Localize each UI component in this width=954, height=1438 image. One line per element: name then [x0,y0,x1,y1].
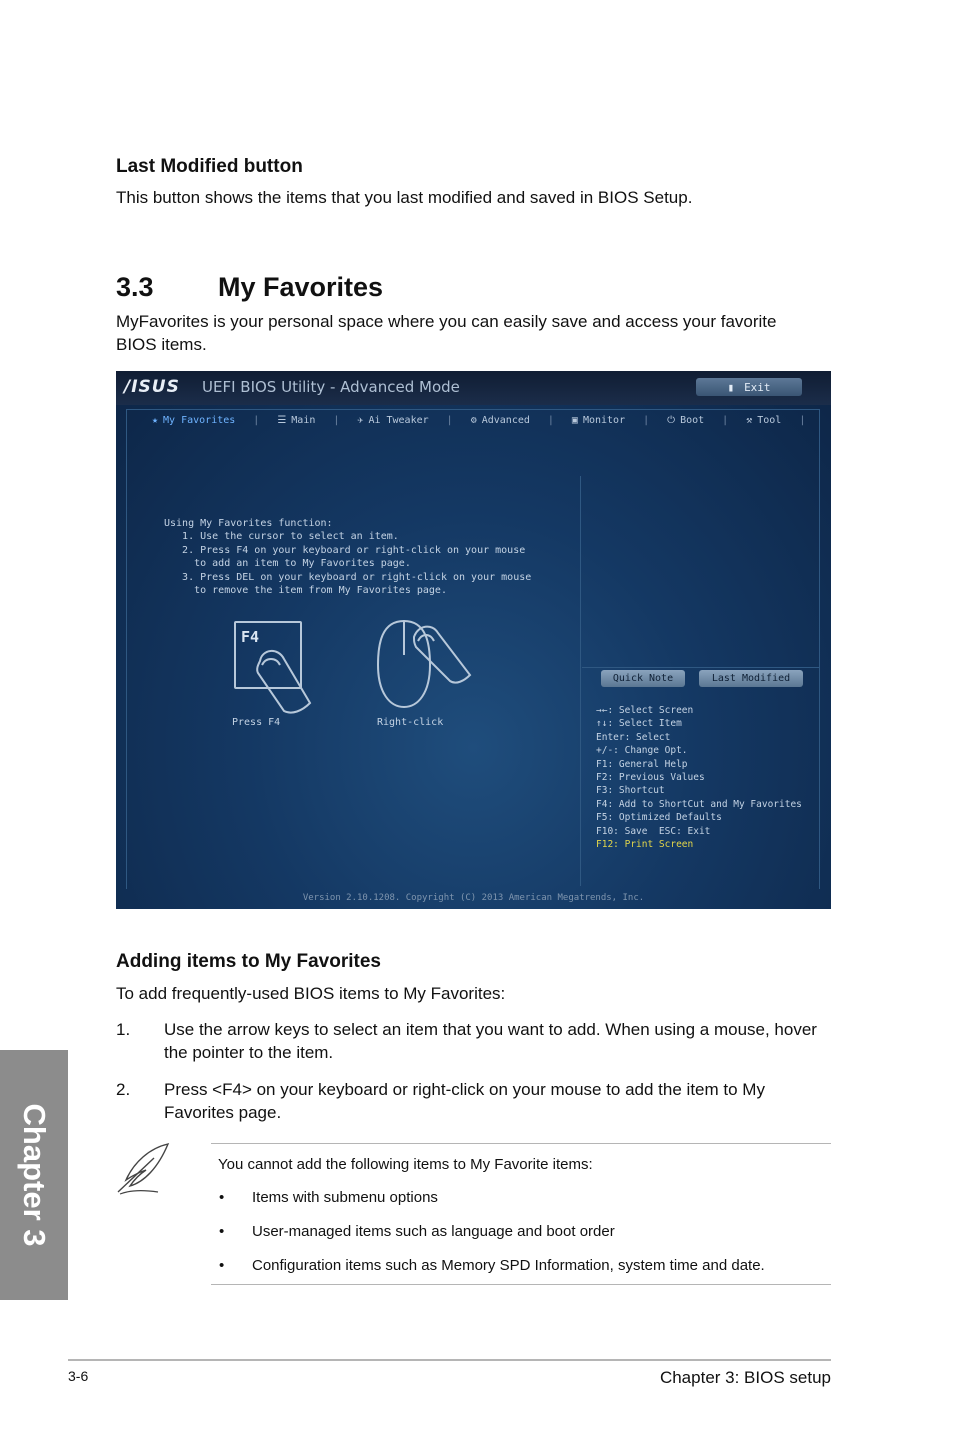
key-legend-item: F4: Add to ShortCut and My Favorites [596,798,802,810]
favorites-instructions: Using My Favorites function: 1. Use the cursor to select an item. 2. Press F4 on your keyboard or right-click on your mouse to add an item to My Favorites page. 3. Press DEL on your keyboard or right-click on your mouse to remove the item from My Favorites page. [164,518,532,597]
frame-right [819,409,820,889]
step-text: Favorites page. [164,1103,282,1122]
monitor-icon: ▣ [571,414,578,426]
note-item: User-managed items such as language and boot order [252,1223,615,1240]
section-title: My Favorites [218,272,384,302]
key-legend-item: ↑↓: Select Item [596,718,682,730]
step-text: the pointer to the item. [164,1043,334,1062]
tweaker-icon: ✈ [357,414,364,426]
adding-intro: To add frequently-used BIOS items to My Favorites: [116,984,506,1003]
step-text: Use the arrow keys to select an item that you want to add. When using a mouse, hover [164,1020,817,1039]
key-legend-item: +/-: Change Opt. [596,745,688,757]
last-modified-text: This button shows the items that you last modified and saved in BIOS Setup. [116,188,693,207]
list-icon: ☰ [277,414,287,426]
tab-ai-tweaker[interactable]: ✈ Ai Tweaker [357,414,429,426]
key-legend-item: F5: Optimized Defaults [596,812,722,824]
exit-button[interactable] [696,378,802,396]
finger-press-icon [250,641,320,721]
note-bullet: • [219,1257,225,1274]
step-number: 2. [116,1080,131,1099]
tab-main[interactable]: ☰ Main [277,414,316,426]
note-intro: You cannot add the following items to My Favorite items: [218,1156,593,1173]
page-number: 3-6 [68,1368,89,1384]
footer-rule [68,1359,831,1361]
note-bullet: • [219,1223,225,1240]
step-text: Press <F4> on your keyboard or right-click on your mouse to add the item to My [164,1080,765,1099]
bios-screenshot [116,371,831,909]
note-bullet: • [219,1189,225,1206]
note-bottom-rule [211,1284,831,1285]
tab-monitor[interactable]: ▣ Monitor [571,414,626,426]
footer-chapter-label: Chapter 3: BIOS setup [659,1368,831,1387]
key-legend-item: F10: Save ESC: Exit [596,825,711,837]
right-click-label: Right-click [377,717,444,728]
bios-title: UEFI BIOS Utility - Advanced Mode [202,378,460,396]
star-icon: ★ [152,414,159,426]
key-legend-item: F2: Previous Values [596,772,705,784]
chapter-tab-label: Chapter 3 [17,1103,52,1247]
quick-note-button[interactable]: Quick Note [601,670,685,687]
advanced-icon: ⚙ [470,414,477,426]
asus-logo: /ISUS [124,377,180,397]
key-legend-item: F3: Shortcut [596,785,665,797]
note-item: Items with submenu options [252,1189,438,1206]
key-legend-item: Enter: Select [596,731,671,743]
frame-left [126,409,127,889]
section-intro-line1: MyFavorites is your personal space where you can easily save and access your favorite [116,312,777,331]
tab-advanced[interactable]: ⚙ Advanced [470,414,530,426]
adding-heading: Adding items to My Favorites [116,951,381,972]
section-intro-line2: BIOS items. [116,335,207,354]
note-feather-icon [114,1140,172,1196]
note-top-rule [211,1143,831,1144]
frame-top [126,409,820,410]
key-legend [596,704,802,851]
section-number: 3.3 [116,272,154,302]
last-modified-button[interactable]: Last Modified [699,670,803,687]
tab-tool[interactable]: ⚒ Tool [746,414,782,426]
tab-my-favorites[interactable]: ★ My Favorites [152,414,236,426]
last-modified-heading: Last Modified button [116,156,303,177]
power-icon: ⏻ [667,414,676,426]
bios-tab-row: ★ My Favorites | ☰ Main | ✈ Ai Tweaker | ⚙ Advanced | ▣ Monitor | ⏻ Boot | ⚒ Tool | [152,414,806,426]
tab-boot[interactable]: ⏻ Boot [667,414,705,426]
press-f4-label: Press F4 [232,717,281,728]
note-item: Configuration items such as Memory SPD Information, system time and date. [252,1257,765,1274]
f4-key-label: F4 [241,628,260,646]
step-number: 1. [116,1020,131,1039]
panel-divider [580,476,581,886]
exit-icon: ▮ [727,380,735,394]
key-legend-item: F1: General Help [596,758,688,770]
keys-divider [582,667,820,668]
key-legend-highlight: F12: Print Screen [596,839,694,851]
key-legend-item: →←: Select Screen [596,705,694,716]
chapter-side-tab [0,1050,68,1300]
mouse-right-click-icon [374,615,484,715]
tool-icon: ⚒ [746,414,753,426]
exit-label: Exit [744,380,771,394]
bios-version: Version 2.10.1208. Copyright (C) 2013 American Megatrends, Inc. [302,893,645,903]
